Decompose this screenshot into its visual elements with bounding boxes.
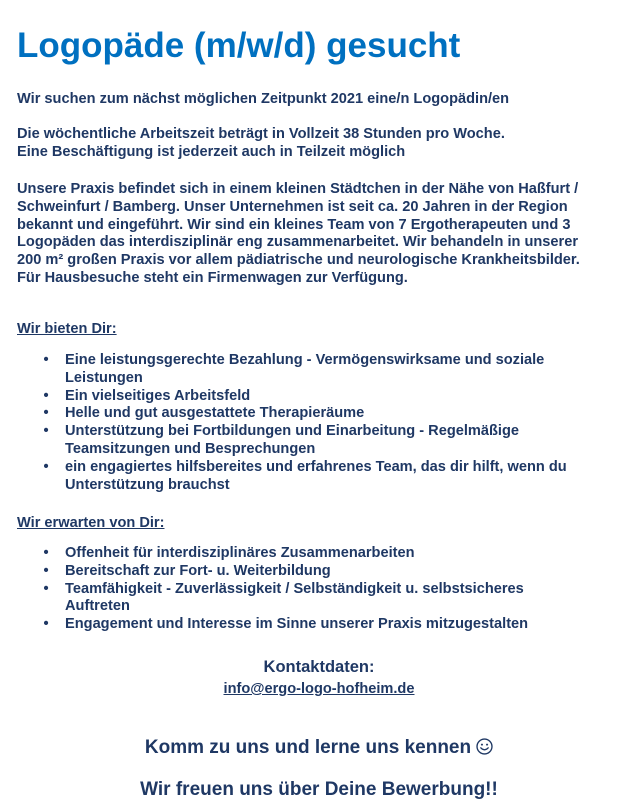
list-item: • Teamfähigkeit - Zuverlässigkeit / Selbständigkeit u. selbstsicheres Auftreten: [17, 581, 617, 617]
description-line: Schweinfurt / Bamberg. Unser Unternehmen ist seit ca. 20 Jahren in der Region: [17, 198, 568, 215]
bullet-icon: •: [43, 545, 49, 561]
intro-text: Wir suchen zum nächst möglichen Zeitpunkt 2021 eine/n Logopädin/en: [17, 91, 510, 107]
bullet-icon: •: [43, 458, 49, 475]
smiley-icon: [476, 738, 493, 755]
bullet-icon: •: [43, 580, 49, 597]
contact-email-link[interactable]: info@ergo-logo-hofheim.de: [223, 681, 415, 697]
list-item: • Ein vielseitiges Arbeitsfeld: [17, 388, 617, 406]
description-line: 200 m² großen Praxis vor allem pädiatrische und neurologische Krankheitsbilder.: [17, 252, 580, 269]
list-item: • Eine leistungsgerechte Bezahlung - Vermögenswirksame und soziale Leistungen: [17, 352, 617, 388]
bullet-icon: •: [43, 405, 49, 422]
offer-list: [17, 352, 617, 494]
slogan-application: Wir freuen uns über Deine Bewerbung!!: [140, 779, 498, 800]
list-item: • ein engagiertes hilfsbereites und erfahrenes Team, das dir hilft, wenn du Unterstützung brauchst: [17, 459, 617, 495]
list-item: • Helle und gut ausgestattete Therapieräume: [17, 405, 617, 423]
page-title: Logopäde (m/w/d) gesucht: [17, 26, 461, 65]
slogan-come-meet-us: [0, 737, 638, 759]
working-hours-text: [17, 126, 622, 162]
bullet-icon: •: [43, 423, 49, 440]
bullet-icon: •: [43, 387, 49, 404]
slogan-text: Komm zu uns und lerne uns kennen: [144, 737, 472, 758]
expect-heading: Wir erwarten von Dir:: [17, 515, 165, 531]
bullet-icon: •: [43, 352, 49, 368]
contact-heading: Kontaktdaten:: [263, 658, 375, 676]
working-hours-line: Die wöchentliche Arbeitszeit beträgt in Vollzeit 38 Stunden pro Woche.: [17, 126, 505, 142]
bullet-icon: •: [43, 616, 49, 633]
offer-heading: Wir bieten Dir:: [17, 321, 117, 337]
part-time-line: Eine Beschäftigung ist jederzeit auch in Teilzeit möglich: [17, 143, 406, 160]
list-item: • Engagement und Interesse im Sinne unserer Praxis mitzugestalten: [17, 616, 617, 634]
practice-description: [17, 181, 622, 288]
description-line: Für Hausbesuche steht ein Firmenwagen zur Verfügung.: [17, 269, 408, 286]
list-item: • Bereitschaft zur Fort- u. Weiterbildung: [17, 563, 617, 581]
bullet-icon: •: [43, 562, 49, 579]
description-line: Unsere Praxis befindet sich in einem kleinen Städtchen in der Nähe von Haßfurt /: [17, 181, 579, 197]
expect-list: [17, 545, 617, 634]
list-item: • Unterstützung bei Fortbildungen und Einarbeitung - Regelmäßige Teamsitzungen und Besprechungen: [17, 423, 617, 459]
list-item: • Offenheit für interdisziplinäres Zusammenarbeiten: [17, 545, 617, 563]
description-line: bekannt und eingeführt. Wir sind ein kleines Team von 7 Ergotherapeuten und 3: [17, 216, 571, 233]
description-line: Logopäden das interdisziplinär eng zusammenarbeitet. Wir behandeln in unserer: [17, 234, 579, 251]
